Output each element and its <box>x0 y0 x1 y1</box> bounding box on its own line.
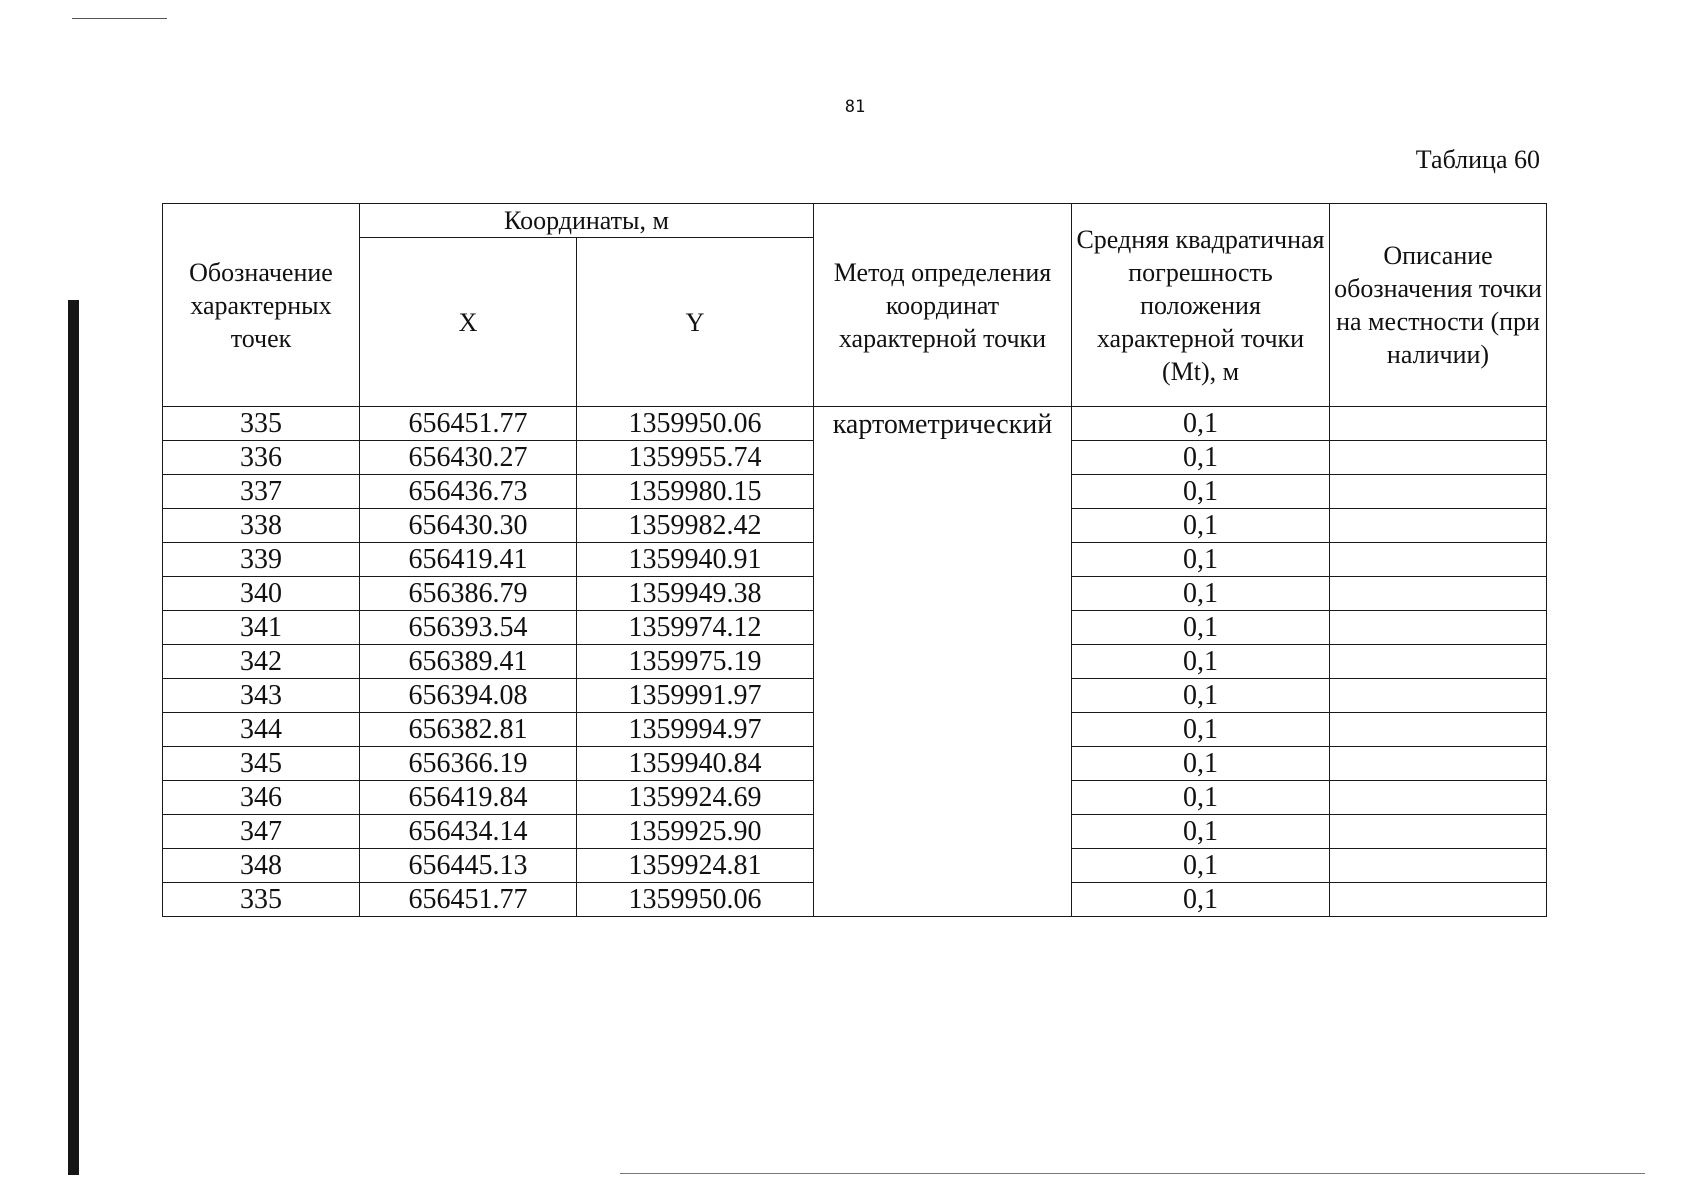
header-y: Y <box>577 238 814 407</box>
cell-description <box>1330 713 1547 747</box>
cell-error: 0,1 <box>1072 849 1330 883</box>
table-caption: Таблица 60 <box>1415 145 1540 174</box>
cell-error: 0,1 <box>1072 611 1330 645</box>
cell-error: 0,1 <box>1072 577 1330 611</box>
cell-x: 656394.08 <box>360 679 577 713</box>
cell-description <box>1330 781 1547 815</box>
cell-y: 1359940.84 <box>577 747 814 781</box>
table-body <box>163 407 1547 917</box>
cell-description <box>1330 849 1547 883</box>
cell-x: 656434.14 <box>360 815 577 849</box>
table-row <box>163 407 1547 441</box>
cell-error: 0,1 <box>1072 407 1330 441</box>
page-number: 81 <box>844 97 866 117</box>
cell-description <box>1330 645 1547 679</box>
cell-error: 0,1 <box>1072 815 1330 849</box>
cell-y: 1359975.19 <box>577 645 814 679</box>
cell-x: 656419.41 <box>360 543 577 577</box>
header-x: X <box>360 238 577 407</box>
cell-y: 1359991.97 <box>577 679 814 713</box>
cell-x: 656430.27 <box>360 441 577 475</box>
cell-point: 344 <box>163 713 360 747</box>
cell-y: 1359980.15 <box>577 475 814 509</box>
cell-x: 656419.84 <box>360 781 577 815</box>
cell-y: 1359949.38 <box>577 577 814 611</box>
header-point: Обозначение характерных точек <box>163 204 360 407</box>
cell-point: 335 <box>163 407 360 441</box>
cell-description <box>1330 679 1547 713</box>
header-method: Метод определения координат характерной точки <box>814 204 1072 407</box>
cell-error: 0,1 <box>1072 883 1330 917</box>
cell-x: 656389.41 <box>360 645 577 679</box>
cell-x: 656451.77 <box>360 883 577 917</box>
cell-point: 343 <box>163 679 360 713</box>
top-scan-line <box>72 18 167 19</box>
cell-description <box>1330 747 1547 781</box>
cell-error: 0,1 <box>1072 509 1330 543</box>
cell-description <box>1330 509 1547 543</box>
cell-description <box>1330 815 1547 849</box>
cell-point: 348 <box>163 849 360 883</box>
cell-y: 1359924.81 <box>577 849 814 883</box>
cell-y: 1359925.90 <box>577 815 814 849</box>
header-coordinates: Координаты, м <box>360 204 814 238</box>
cell-x: 656386.79 <box>360 577 577 611</box>
cell-error: 0,1 <box>1072 475 1330 509</box>
cell-error: 0,1 <box>1072 679 1330 713</box>
cell-x: 656393.54 <box>360 611 577 645</box>
cell-error: 0,1 <box>1072 441 1330 475</box>
cell-description <box>1330 441 1547 475</box>
cell-point: 336 <box>163 441 360 475</box>
cell-description <box>1330 543 1547 577</box>
cell-y: 1359940.91 <box>577 543 814 577</box>
cell-description <box>1330 883 1547 917</box>
scan-edge-bar <box>68 300 79 1175</box>
cell-error: 0,1 <box>1072 781 1330 815</box>
cell-y: 1359974.12 <box>577 611 814 645</box>
cell-point: 335 <box>163 883 360 917</box>
cell-y: 1359982.42 <box>577 509 814 543</box>
cell-point: 337 <box>163 475 360 509</box>
cell-error: 0,1 <box>1072 713 1330 747</box>
cell-point: 346 <box>163 781 360 815</box>
cell-point: 338 <box>163 509 360 543</box>
bottom-scan-line <box>620 1173 1645 1174</box>
cell-point: 345 <box>163 747 360 781</box>
coordinates-table <box>162 203 1547 917</box>
cell-description <box>1330 577 1547 611</box>
cell-description <box>1330 611 1547 645</box>
cell-x: 656430.30 <box>360 509 577 543</box>
cell-y: 1359924.69 <box>577 781 814 815</box>
cell-y: 1359994.97 <box>577 713 814 747</box>
cell-error: 0,1 <box>1072 543 1330 577</box>
cell-y: 1359950.06 <box>577 883 814 917</box>
cell-point: 340 <box>163 577 360 611</box>
cell-y: 1359950.06 <box>577 407 814 441</box>
cell-point: 341 <box>163 611 360 645</box>
cell-point: 347 <box>163 815 360 849</box>
cell-point: 339 <box>163 543 360 577</box>
cell-method: картометрический <box>814 407 1072 917</box>
cell-x: 656436.73 <box>360 475 577 509</box>
cell-error: 0,1 <box>1072 645 1330 679</box>
cell-x: 656445.13 <box>360 849 577 883</box>
header-description: Описание обозначения точки на местности (при наличии) <box>1330 204 1547 407</box>
cell-description <box>1330 407 1547 441</box>
cell-point: 342 <box>163 645 360 679</box>
header-error: Средняя квадратичная погрешность положения характерной точки (Mt), м <box>1072 204 1330 407</box>
cell-x: 656382.81 <box>360 713 577 747</box>
cell-x: 656366.19 <box>360 747 577 781</box>
cell-x: 656451.77 <box>360 407 577 441</box>
cell-y: 1359955.74 <box>577 441 814 475</box>
cell-error: 0,1 <box>1072 747 1330 781</box>
cell-description <box>1330 475 1547 509</box>
